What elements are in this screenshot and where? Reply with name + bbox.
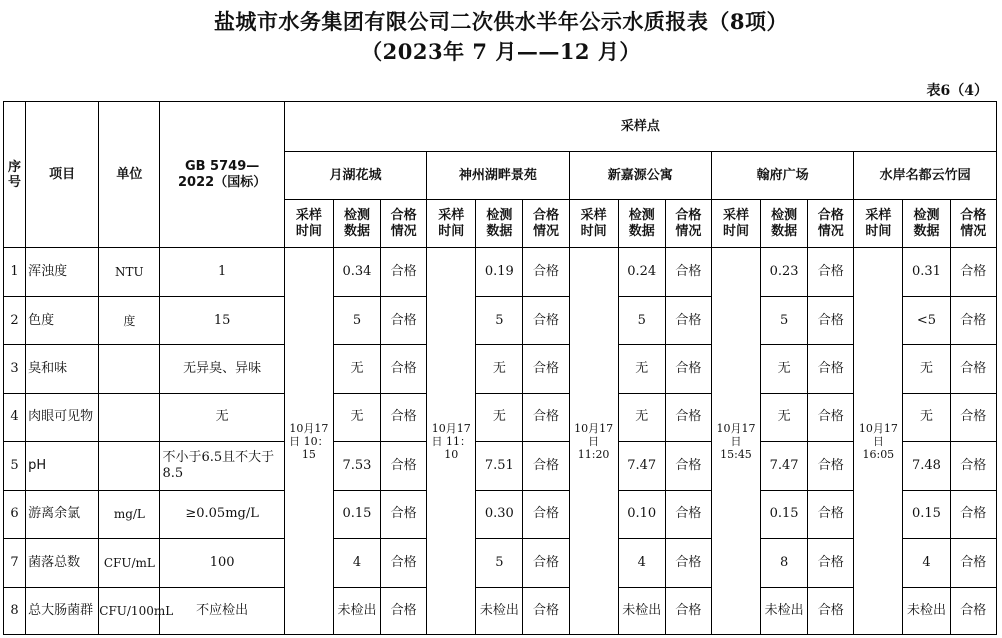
status-value: 合格 (665, 248, 711, 296)
test-value: 0.15 (903, 490, 950, 538)
subheader-sampling-time: 采样时间 (711, 199, 760, 247)
subheader-status: 合格情况 (523, 199, 569, 247)
test-value: 7.51 (476, 442, 523, 490)
test-value: 无 (476, 393, 523, 441)
subheader-test-data: 检测数据 (761, 199, 808, 247)
test-value: 无 (618, 345, 665, 393)
test-value: 未检出 (476, 587, 523, 634)
test-value: 无 (761, 393, 808, 441)
report-period: （2023年 7 月——12 月） (361, 39, 641, 64)
table-row (4, 345, 997, 393)
test-value: 未检出 (333, 587, 380, 634)
subheader-status: 合格情况 (381, 199, 427, 247)
status-value: 合格 (381, 296, 427, 344)
row-standard: 无 (160, 393, 284, 441)
test-value: 未检出 (761, 587, 808, 634)
status-value: 合格 (523, 345, 569, 393)
row-standard: ≥0.05mg/L (160, 490, 284, 538)
subheader-sampling-time: 采样时间 (427, 199, 476, 247)
row-unit: 度 (99, 296, 160, 344)
row-standard: 15 (160, 296, 284, 344)
status-value: 合格 (665, 587, 711, 634)
test-value: 0.10 (618, 490, 665, 538)
row-unit (99, 393, 160, 441)
subheader-sampling-time: 采样时间 (569, 199, 618, 247)
status-value: 合格 (381, 442, 427, 490)
row-standard: 100 (160, 539, 284, 587)
test-value: 7.47 (761, 442, 808, 490)
test-value: 0.24 (618, 248, 665, 296)
table-row (4, 296, 997, 344)
test-value: 0.19 (476, 248, 523, 296)
subheader-status: 合格情况 (808, 199, 854, 247)
test-value: 7.47 (618, 442, 665, 490)
row-unit: NTU (99, 248, 160, 296)
header-unit: 单位 (99, 102, 160, 248)
test-value: 无 (476, 345, 523, 393)
row-item: 浑浊度 (26, 248, 99, 296)
status-value: 合格 (950, 248, 996, 296)
report-title: 盐城市水务集团有限公司二次供水半年公示水质报表（8项） (213, 9, 789, 34)
site-name: 翰府广场 (711, 152, 853, 199)
water-quality-table (3, 101, 997, 635)
test-value: 5 (618, 296, 665, 344)
row-number: 7 (4, 539, 26, 587)
test-value: <5 (903, 296, 950, 344)
subheader-status: 合格情况 (665, 199, 711, 247)
table-row (4, 587, 997, 634)
row-item: 菌落总数 (26, 539, 99, 587)
test-value: 0.34 (333, 248, 380, 296)
status-value: 合格 (381, 248, 427, 296)
site-name: 月湖花城 (284, 152, 426, 199)
row-standard: 不小于6.5且不大于8.5 (160, 442, 284, 490)
sampling-time: 10月17日 11:20 (569, 248, 618, 635)
test-value: 0.23 (761, 248, 808, 296)
status-value: 合格 (950, 587, 996, 634)
row-item: 臭和味 (26, 345, 99, 393)
test-value: 0.30 (476, 490, 523, 538)
test-value: 5 (761, 296, 808, 344)
row-unit: CFU/mL (99, 539, 160, 587)
status-value: 合格 (808, 587, 854, 634)
table-row (4, 393, 997, 441)
status-value: 合格 (808, 539, 854, 587)
status-value: 合格 (950, 490, 996, 538)
status-value: 合格 (381, 490, 427, 538)
row-unit: mg/L (99, 490, 160, 538)
sampling-time: 10月17日 16:05 (854, 248, 903, 635)
site-name: 新嘉源公寓 (569, 152, 711, 199)
status-value: 合格 (523, 490, 569, 538)
status-value: 合格 (665, 345, 711, 393)
table-tag: 表6（4） (926, 83, 988, 99)
row-number: 2 (4, 296, 26, 344)
status-value: 合格 (808, 345, 854, 393)
status-value: 合格 (665, 539, 711, 587)
subheader-test-data: 检测数据 (476, 199, 523, 247)
subheader-sampling-time: 采样时间 (854, 199, 903, 247)
test-value: 未检出 (618, 587, 665, 634)
status-value: 合格 (808, 248, 854, 296)
row-number: 6 (4, 490, 26, 538)
site-name: 神州湖畔景苑 (427, 152, 569, 199)
subheader-status: 合格情况 (950, 199, 996, 247)
row-item: pH (26, 442, 99, 490)
status-value: 合格 (808, 296, 854, 344)
status-value: 合格 (523, 393, 569, 441)
row-unit: CFU/100mL (99, 587, 160, 634)
test-value: 无 (903, 345, 950, 393)
status-value: 合格 (523, 296, 569, 344)
row-number: 8 (4, 587, 26, 634)
test-value: 未检出 (903, 587, 950, 634)
row-item: 总大肠菌群 (26, 587, 99, 634)
status-value: 合格 (381, 393, 427, 441)
row-standard: 无异臭、异味 (160, 345, 284, 393)
status-value: 合格 (381, 539, 427, 587)
status-value: 合格 (381, 587, 427, 634)
status-value: 合格 (381, 345, 427, 393)
row-item: 肉眼可见物 (26, 393, 99, 441)
header-standard: GB 5749—2022（国标） (160, 102, 284, 248)
table-row (4, 490, 997, 538)
header-seq: 序号 (4, 102, 26, 248)
status-value: 合格 (808, 442, 854, 490)
row-number: 5 (4, 442, 26, 490)
test-value: 8 (761, 539, 808, 587)
test-value: 5 (476, 296, 523, 344)
row-unit (99, 345, 160, 393)
sampling-time: 10月17日 11：10 (427, 248, 476, 635)
row-standard: 不应检出 (160, 587, 284, 634)
status-value: 合格 (523, 539, 569, 587)
status-value: 合格 (665, 442, 711, 490)
row-standard: 1 (160, 248, 284, 296)
row-number: 1 (4, 248, 26, 296)
row-item: 色度 (26, 296, 99, 344)
test-value: 4 (618, 539, 665, 587)
status-value: 合格 (950, 393, 996, 441)
row-number: 3 (4, 345, 26, 393)
test-value: 无 (333, 393, 380, 441)
header-item: 项目 (26, 102, 99, 248)
site-name: 水岸名都云竹园 (854, 152, 997, 199)
test-value: 4 (903, 539, 950, 587)
subheader-test-data: 检测数据 (903, 199, 950, 247)
status-value: 合格 (950, 442, 996, 490)
subheader-sampling-time: 采样时间 (284, 199, 333, 247)
test-value: 5 (333, 296, 380, 344)
test-value: 0.15 (761, 490, 808, 538)
test-value: 7.53 (333, 442, 380, 490)
table-row (4, 539, 997, 587)
subheader-test-data: 检测数据 (333, 199, 380, 247)
status-value: 合格 (523, 442, 569, 490)
test-value: 5 (476, 539, 523, 587)
status-value: 合格 (665, 296, 711, 344)
test-value: 0.31 (903, 248, 950, 296)
status-value: 合格 (808, 393, 854, 441)
status-value: 合格 (950, 539, 996, 587)
status-value: 合格 (950, 345, 996, 393)
header-sampling-points: 采样点 (284, 102, 996, 152)
test-value: 无 (903, 393, 950, 441)
test-value: 无 (333, 345, 380, 393)
status-value: 合格 (950, 296, 996, 344)
subheader-test-data: 检测数据 (618, 199, 665, 247)
row-item: 游离余氯 (26, 490, 99, 538)
row-unit (99, 442, 160, 490)
status-value: 合格 (665, 490, 711, 538)
test-value: 4 (333, 539, 380, 587)
test-value: 无 (761, 345, 808, 393)
sampling-time: 10月17日 10：15 (284, 248, 333, 635)
status-value: 合格 (665, 393, 711, 441)
status-value: 合格 (808, 490, 854, 538)
status-value: 合格 (523, 587, 569, 634)
table-row (4, 442, 997, 490)
test-value: 7.48 (903, 442, 950, 490)
table-row (4, 248, 997, 296)
row-number: 4 (4, 393, 26, 441)
test-value: 无 (618, 393, 665, 441)
test-value: 0.15 (333, 490, 380, 538)
sampling-time: 10月17日 15:45 (711, 248, 760, 635)
status-value: 合格 (523, 248, 569, 296)
